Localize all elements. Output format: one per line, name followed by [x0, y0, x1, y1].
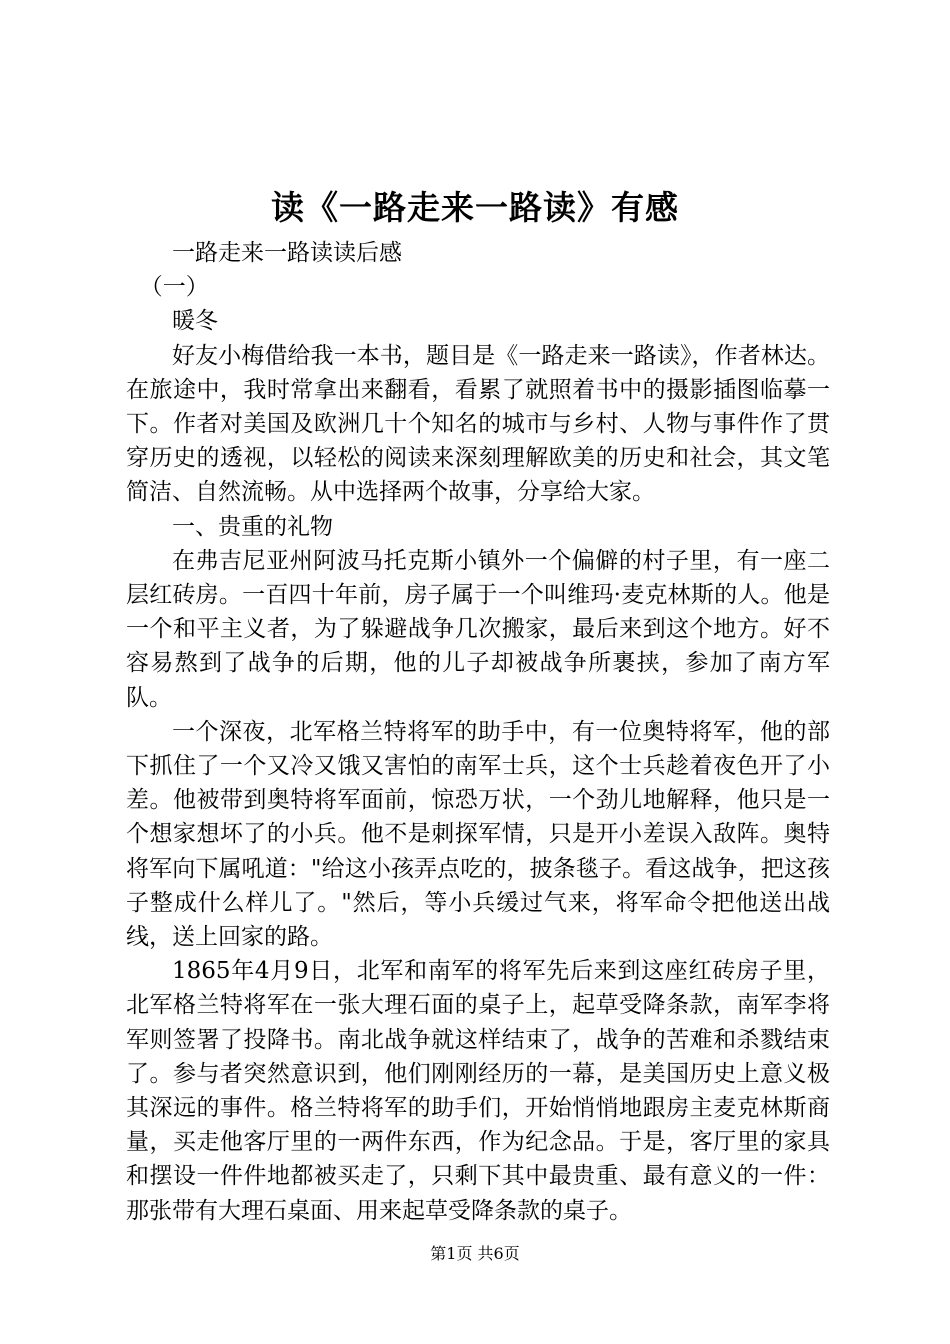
section-number: （一）	[139, 274, 209, 301]
document-title: 读《一路走来一路读》有感	[271, 188, 679, 227]
author-line: 暖冬	[172, 308, 218, 335]
paragraph-red-brick-house: 在弗吉尼亚州阿波马托克斯小镇外一个偏僻的村子里，有一座二层红砖房。一百四十年前，房子属于一个叫维玛·麦克林斯的人。他是一个和平主义者，为了躲避战争几次搬家，最后来到这个地方。好不容易熬到了战争的后期，他的儿子却被战争所裹挟，参加了南方军队。	[126, 547, 830, 711]
paragraph-intro: 好友小梅借给我一本书，题目是《一路走来一路读》，作者林达。在旅途中，我时常拿出来翻看，看累了就照着书中的摄影插图临摹一下。作者对美国及欧洲几十个知名的城市与乡村、人物与事件作了贯穿历史的透视，以轻松的阅读来深刻理解欧美的历史和社会，其文笔简洁、自然流畅。从中选择两个故事，分享给大家。	[126, 342, 830, 506]
section-heading: 一、贵重的礼物	[172, 513, 333, 540]
document-body	[126, 236, 830, 1228]
page-footer: 第1页 共6页	[430, 1244, 520, 1263]
paragraph-surrender: 1865年4月9日，北军和南军的将军先后来到这座红砖房子里，北军格兰特将军在一张大理石面的桌子上，起草受降条款，南军李将军则签署了投降书。南北战争就这样结束了，战争的苦难和杀戮结束了。参与者突然意识到，他们刚刚经历的一幕，是美国历史上意义极其深远的事件。格兰特将军的助手们，开始悄悄地跟房主麦克林斯商量，买走他客厅里的一两件东西，作为纪念品。于是，客厅里的家具和摆设一件件地都被买走了，只剩下其中最贵重、最有意义的一件：那张带有大理石桌面、用来起草受降条款的桌子。	[126, 958, 830, 1224]
paragraph-late-night: 一个深夜，北军格兰特将军的助手中，有一位奥特将军，他的部下抓住了一个又冷又饿又害怕的南军士兵，这个士兵趁着夜色开了小差。他被带到奥特将军面前，惊恐万状，一个劲儿地解释，他只是一个想家想坏了的小兵。他不是刺探军情，只是开小差误入敌阵。奥特将军向下属吼道："给这小孩弄点吃的，披条毯子。看这战争，把这孩子整成什么样儿了。"然后，等小兵缓过气来，将军命令把他送出战线，送上回家的路。	[126, 718, 830, 950]
subtitle: 一路走来一路读读后感	[172, 240, 402, 266]
